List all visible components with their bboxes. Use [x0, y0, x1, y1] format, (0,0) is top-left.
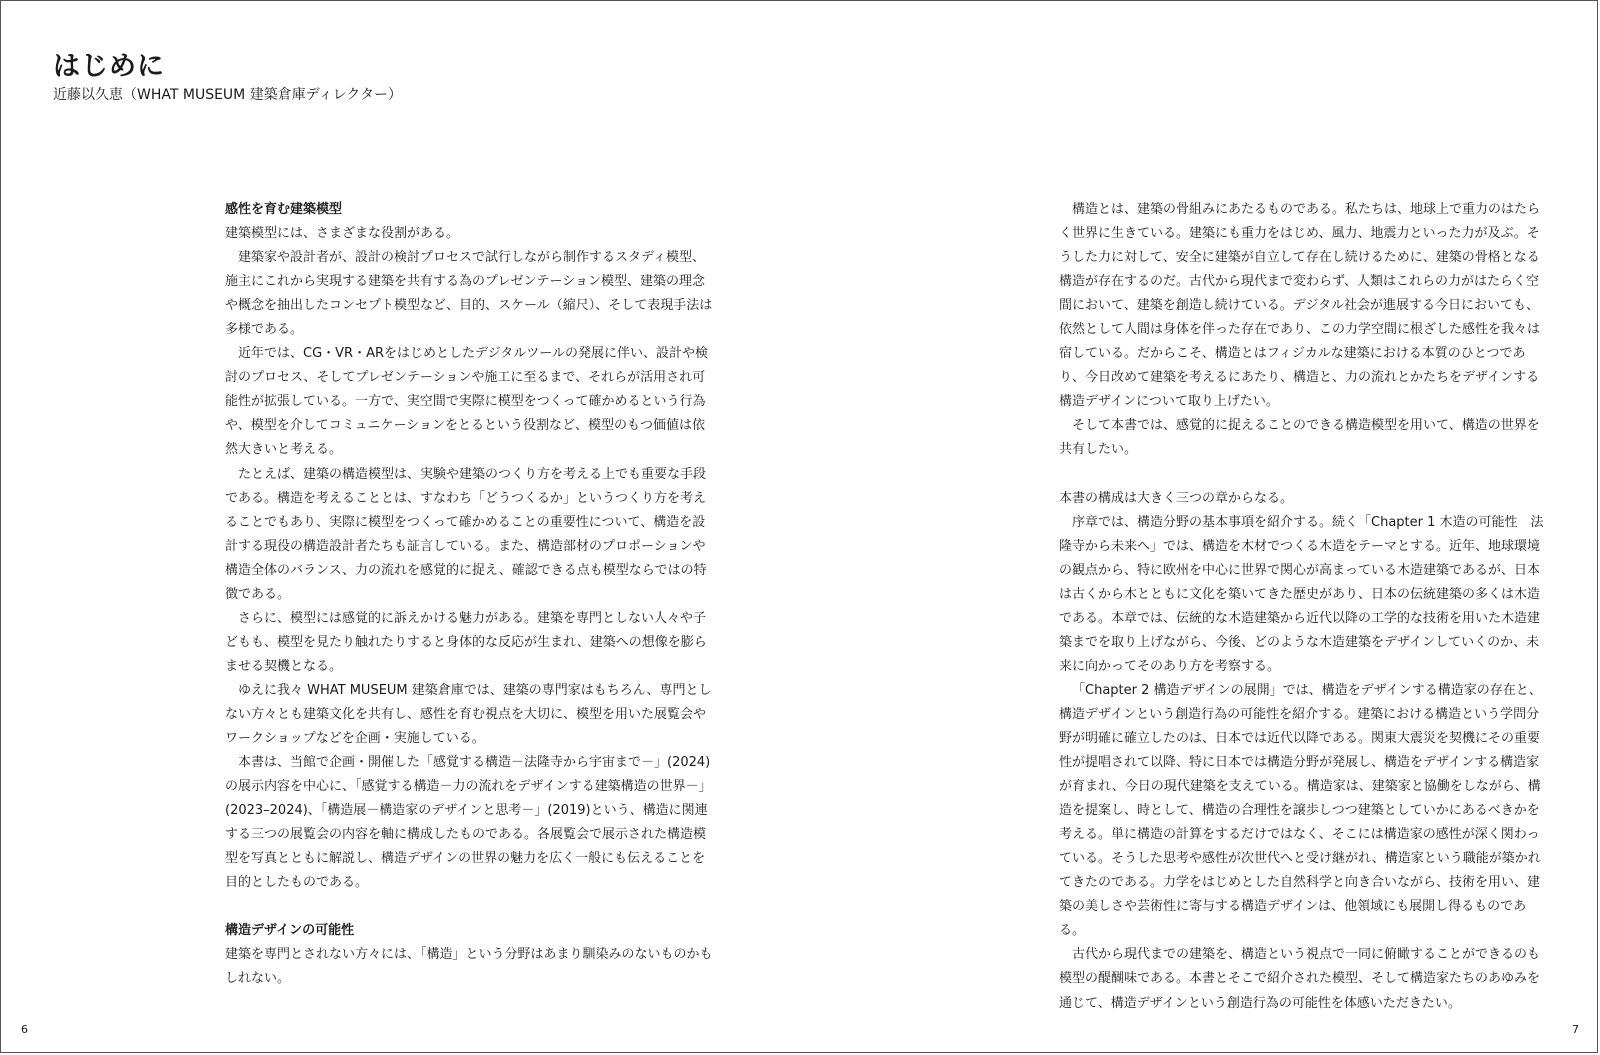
paragraph: 建築を専門とされない方々には、「構造」という分野はあまり馴染みのないものかもしれない。	[225, 947, 713, 987]
paragraph: 本書は、当館で企画・開催した「感覚する構造－法隆寺から宇宙まで－」(2024)の展示内容を中心に、「感覚する構造－力の流れをデザインする建築構造の世界－」(2023–2024)、「構造展－構造家のデザインと思考－」(2019)という、構造に関連する三つの展覧会の内容を軸に構成したものである。各展覧会で展示された構造模型を写真とともに解説し、構造デザインの世界の魅力を広く一般にも伝えることを目的としたものである。	[225, 755, 712, 891]
paragraph: さらに、模型には感覚的に訴えかける魅力がある。建築を専門としない人々や子どもも、模型を見たり触れたりすると身体的な反応が生まれ、建築への想像を膨らませる契機となる。	[225, 610, 707, 674]
paragraph: 近年では、CG・VR・ARをはじめとしたデジタルツールの発展に伴い、設計や検討のプロセス、そしてプレゼンテーションや施工に至るまで、それらが活用され可能性が拡張している。一方で、実空間で実際に模型をつくって確かめるという行為や、模型を介してコミュニケーションをとるという役割など、模型のもつ価値は依然大きいと考える。	[225, 346, 708, 458]
page-number-right: 7	[1572, 1023, 1579, 1036]
paragraph: 序章では、構造分野の基本事項を紹介する。続く「Chapter 1 木造の可能性 法隆寺から未来へ」では、構造を木材でつくる木造をテーマとする。近年、地球環境の観点から、特に欧州を中心に世界で関心が高まっている木造建築であるが、日本は古くから木とともに文化を築いてきた歴史があり、日本の伝統建築の多くは木造である。本章では、伝統的な木造建築から近代以降の工学的な技術を用いた木造建築までを取り上げながら、今後、どのような木造建築をデザインしていくのか、未来に向かってそのあり方を考察する。	[1059, 514, 1544, 674]
paragraph: 「Chapter 2 構造デザインの展開」では、構造をデザインする構造家の存在と、構造デザインという創造行為の可能性を紹介する。建築における構造という学問分野が明確に確立したのは、日本では近代以降である。関東大震災を契機にその重要性が提唱されて以降、特に日本では構造分野が発展し、構造をデザインする構造家が育まれ、今日の現代建築を支えている。構造家は、建築家と協働をしながら、構造を提案し、時として、構造の合理性を譲歩しつつ建築としていかにあるべきかを考える。単に構造の計算をするだけではなく、そこには構造家の感性が深く関わっている。そうした思考や感性が次世代へと受け継がれ、構造家という職能が築かれてきたのである。力学をはじめとした自然科学と向き合いながら、技術を用い、建築の美しさや芸術性に寄与する構造デザインは、他領域にも展開し得るものである。	[1059, 682, 1542, 939]
section-spacer	[1059, 463, 1551, 487]
paragraph: ゆえに我々 WHAT MUSEUM 建築倉庫では、建築の専門家はもちろん、専門としない方々とも建築文化を共有し、感性を育む視点を大切に、模型を用いた展覧会やワークショップなどを企画・実施している。	[225, 682, 712, 747]
paragraph: たとえば、建築の構造模型は、実験や建築のつくり方を考える上でも重要な手段である。構造を考えることとは、すなわち「どうつくるか」というつくり方を考えることでもあり、実際に模型をつくって確かめることの重要性について、構造を設計する現役の構造設計者たちも証言している。また、構造部材のプロポーションや構造全体のバランス、力の流れを感覚的に捉え、確認できる点も模型ならではの特徴である。	[225, 466, 707, 602]
paragraph: そして本書では、感覚的に捉えることのできる構造模型を用いて、構造の世界を共有したい。	[1059, 418, 1540, 458]
section-heading-structural-design: 構造デザインの可能性	[225, 923, 355, 939]
page-number-left: 6	[21, 1023, 28, 1036]
paragraph: 古代から現代までの建築を、構造という視点で一同に俯瞰することができるのも模型の醍醐味である。本書とそこで紹介された模型、そして構造家たちのあゆみを通じて、構造デザインという創造行為の可能性を体感いただきたい。	[1059, 947, 1541, 1011]
paragraph: 建築家や設計者が、設計の検討プロセスで試行しながら制作するスタディ模型、施主にこれから実現する建築を共有する為のプレゼンテーション模型、建築の理念や概念を抽出したコンセプト模型など、目的、スケール（縮尺）、そして表現手法は多様である。	[225, 250, 713, 338]
paragraph: 本書の構成は大きく三つの章からなる。	[1059, 490, 1294, 506]
page-title: はじめに	[53, 51, 165, 82]
section-heading-sensibility: 感性を育む建築模型	[225, 202, 343, 217]
left-column	[225, 198, 717, 992]
paragraph: 建築模型には、さまざまな役割がある。	[225, 226, 460, 242]
author-line: 近藤以久恵（WHAT MUSEUM 建築倉庫ディレクター）	[53, 87, 403, 103]
section-spacer	[225, 895, 717, 919]
paragraph: 構造とは、建築の骨組みにあたるものである。私たちは、地球上で重力のはたらく世界に生きている。建築にも重力をはじめ、風力、地震力といった力が及ぶ。そうした力に対して、安全に建築が自立して存在し続けるために、建築の骨格となる構造が存在するのだ。古代から現代まで変わらず、人類はこれらの力がはたらく空間において、建築を創造し続けている。デジタル社会が進展する今日においても、依然として人間は身体を伴った存在であり、この力学空間に根ざした感性を我々は宿している。だからこそ、構造とはフィジカルな建築における本質のひとつであり、今日改めて建築を考えるにあたり、構造と、力の流れとかたちをデザインする構造デザインについて取り上げたい。	[1059, 202, 1541, 410]
right-column	[1059, 198, 1551, 1016]
